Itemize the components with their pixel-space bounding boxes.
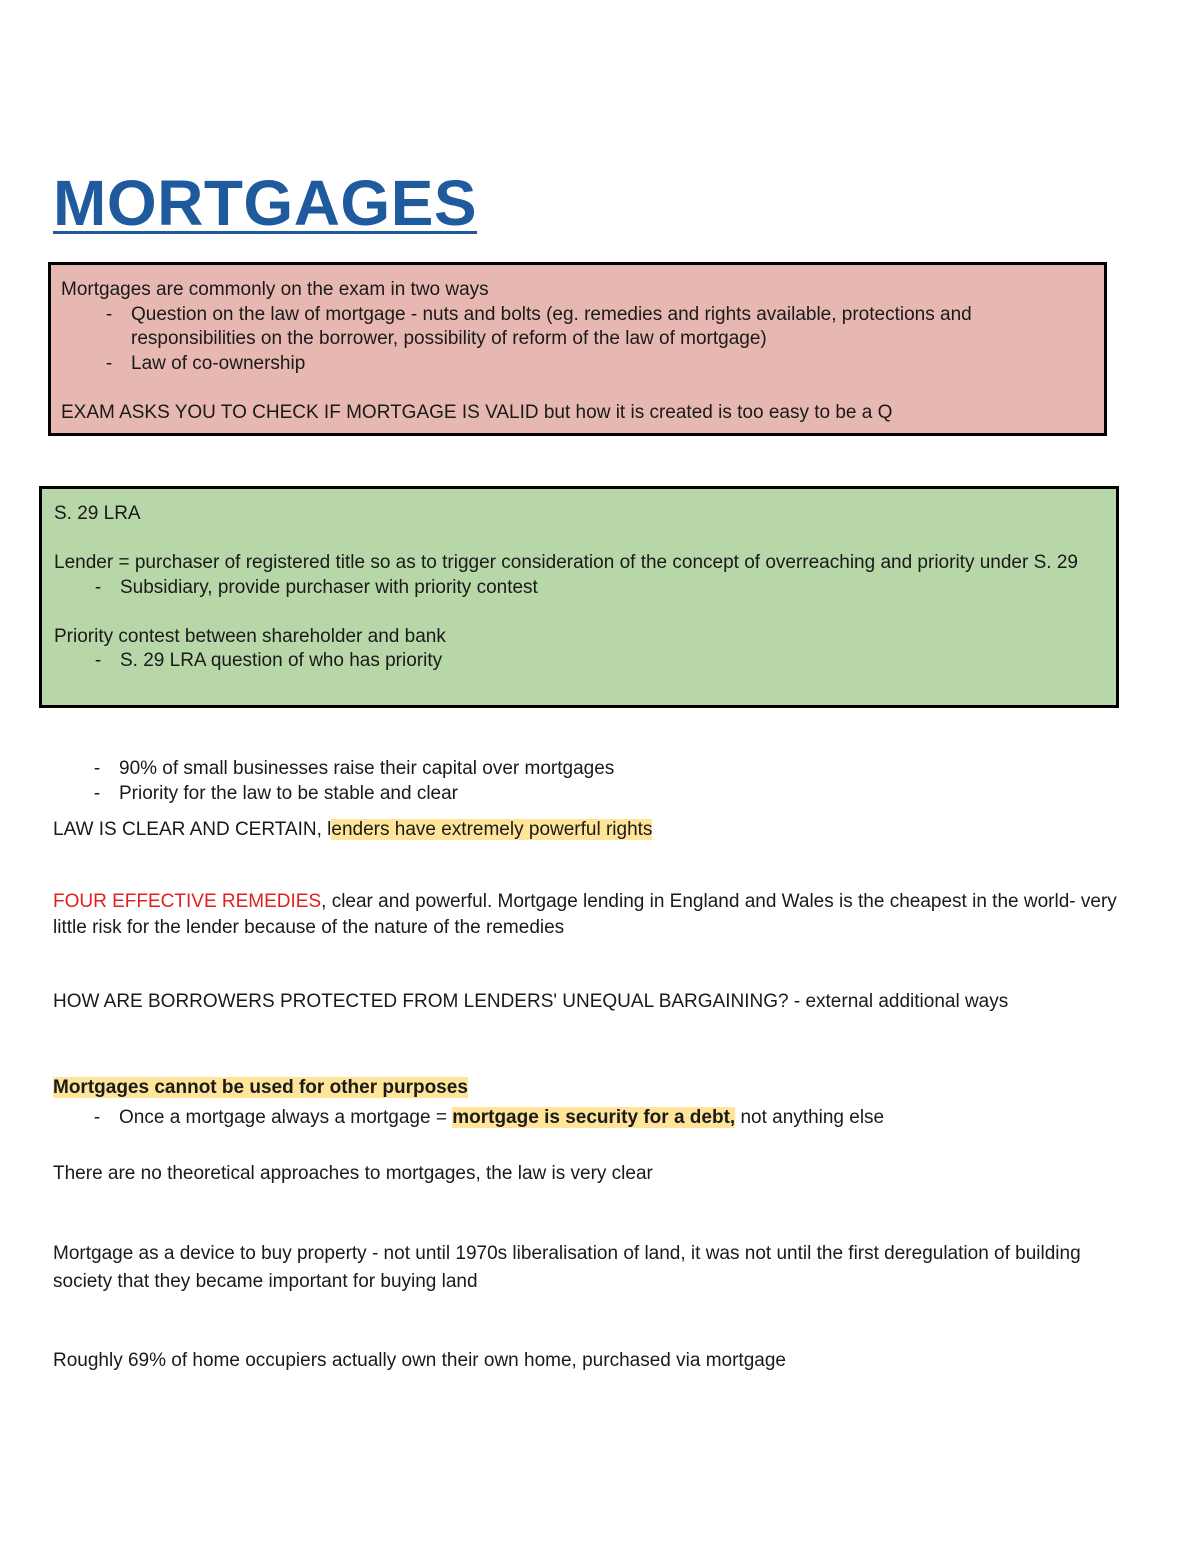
occupiers-paragraph: Roughly 69% of home occupiers actually own their own home, purchased via mortgage [53, 1350, 786, 1371]
list-item-text: 90% of small businesses raise their capital over mortgages [119, 758, 615, 779]
bullet-dash: - [93, 1107, 101, 1128]
bullet-dash: - [105, 352, 113, 374]
s29-heading: S. 29 LRA [54, 503, 141, 524]
purposes-heading-line [53, 1074, 1133, 1101]
purposes-bullet-suffix: not anything else [735, 1107, 885, 1128]
list-item [54, 576, 1104, 601]
law-clear-prefix: LAW IS CLEAR AND CERTAIN, l [53, 819, 332, 840]
exam-intro: Mortgages are commonly on the exam in two ways [61, 279, 489, 300]
list-item-text: Question on the law of mortgage - nuts and bolts (eg. remedies and rights available, protections and responsibilities on the borrower, possibility of reform of the law of mortgage) [131, 303, 972, 349]
borrowers-question: HOW ARE BORROWERS PROTECTED FROM LENDERS' UNEQUAL BARGAINING? - external additional ways [53, 991, 1009, 1012]
s29-lra-box [39, 486, 1119, 708]
bullet-dash: - [105, 303, 113, 325]
bullet-dash: - [94, 576, 102, 598]
list-item [54, 649, 1104, 674]
four-remedies-heading: FOUR EFFECTIVE REMEDIES [53, 891, 322, 912]
exam-note: EXAM ASKS YOU TO CHECK IF MORTGAGE IS VALID but how it is created is too easy to be a Q [61, 401, 893, 423]
device-paragraph: Mortgage as a device to buy property - not until 1970s liberalisation of land, it was not until the first deregulation of building society that they became important for buying land [53, 1243, 1081, 1292]
list-item-text [119, 1104, 884, 1131]
list-item-text: Law of co-ownership [131, 352, 306, 374]
purposes-heading: Mortgages cannot be used for other purposes [53, 1077, 468, 1098]
list-item [53, 781, 1133, 806]
list-item [53, 1104, 1133, 1131]
list-item-text: Subsidiary, provide purchaser with priority contest [120, 576, 538, 598]
exam-info-box [48, 262, 1107, 436]
purposes-bullets [53, 1104, 1133, 1131]
list-item [53, 756, 1133, 781]
law-clear-highlight: enders have extremely powerful rights [331, 819, 653, 840]
list-item [61, 352, 1094, 377]
bullet-dash: - [93, 758, 101, 779]
no-theory-paragraph: There are no theoretical approaches to mortgages, the law is very clear [53, 1163, 653, 1184]
bullet-dash: - [93, 783, 101, 804]
list-item-text: S. 29 LRA question of who has priority [120, 650, 443, 671]
s29-para2: Priority contest between shareholder and bank [54, 625, 446, 647]
purposes-bullet-bold: mortgage is security for a debt, [452, 1107, 736, 1128]
bullet-dash: - [94, 650, 102, 671]
main-bullets [53, 756, 1133, 806]
purposes-bullet-prefix: Once a mortgage always a mortgage = [119, 1107, 453, 1128]
law-clear-line [53, 816, 1133, 843]
list-item [61, 303, 1094, 352]
page-title: MORTGAGES [53, 167, 478, 239]
four-remedies-text: , clear and powerful. Mortgage lending in England and Wales is the cheapest in the world- very little risk for the lender because of the nature of the remedies [53, 891, 1117, 938]
four-remedies-paragraph [53, 889, 1133, 941]
list-item-text: Priority for the law to be stable and clear [119, 783, 459, 804]
s29-para1: Lender = purchaser of registered title so as to trigger consideration of the concept of overreaching and priority under S. 29 [54, 552, 1078, 573]
